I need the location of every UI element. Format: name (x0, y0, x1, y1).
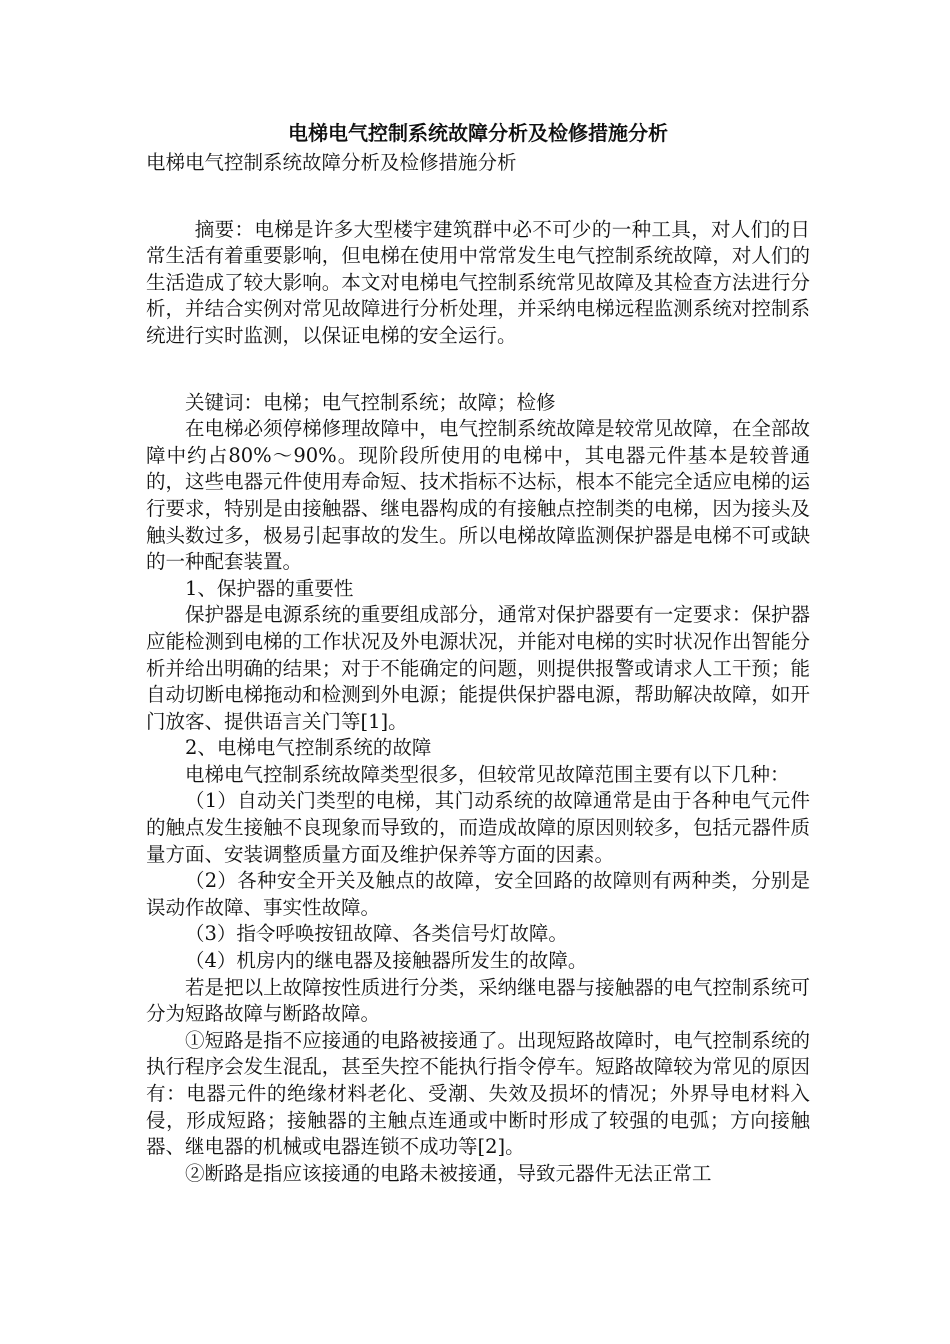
section-heading: 2、电梯电气控制系统的故障 (185, 736, 432, 760)
body-paragraph: 电梯电气控制系统故障类型很多，但较常见故障范围主要有以下几种： (185, 762, 790, 786)
list-item: （2）各种安全开关及触点的故障，安全回路的故障则有两种类，分别是误动作故障、事实性故障。 (146, 869, 810, 919)
list-item: （4）机房内的继电器及接触器所发生的故障。 (185, 949, 588, 973)
body-paragraph: ②断路是指应该接通的电路未被接通，导致元器件无法正常工 (185, 1161, 712, 1185)
body-paragraph: 保护器是电源系统的重要组成部分，通常对保护器要有一定要求：保护器应能检测到电梯的工作状况及外电源状况，并能对电梯的实时状况作出智能分析并给出明确的结果；对于不能确定的问题，则提供报警或请求人工干预；能自动切断电梯拖动和检测到外电源；能提供保护器电源，帮助解决故障，如开门放客、提供语言关门等[1]。 (146, 603, 810, 733)
section-heading: 1、保护器的重要性 (185, 576, 354, 600)
list-item: （3）指令呼唤按钮故障、各类信号灯故障。 (185, 922, 568, 946)
document-title: 电梯电气控制系统故障分析及检修措施分析 (288, 121, 668, 145)
spacer (146, 177, 810, 217)
abstract-paragraph: 摘要：电梯是许多大型楼宇建筑群中必不可少的一种工具，对人们的日常生活有着重要影响，但电梯在使用中常常发生电气控制系统故障，对人们的生活造成了较大影响。本文对电梯电气控制系统常见故障及其检查方法进行分析，并结合实例对常见故障进行分析处理，并采纳电梯远程监测系统对控制系统进行实时监测，以保证电梯的安全运行。 (146, 217, 810, 347)
list-item: （1）自动关门类型的电梯，其门动系统的故障通常是由于各种电气元件的触点发生接触不良现象而导致的，而造成故障的原因则较多，包括元器件质量方面、安装调整质量方面及维护保养等方面的因素。 (146, 789, 810, 866)
keywords-line: 关键词：电梯；电气控制系统；故障；检修 (185, 390, 556, 414)
document-subtitle: 电梯电气控制系统故障分析及检修措施分析 (146, 151, 517, 174)
body-paragraph: ①短路是指不应接通的电路被接通了。出现短路故障时，电气控制系统的执行程序会发生混乱，甚至失控不能执行指令停车。短路故障较为常见的原因有：电器元件的绝缘材料老化、受潮、失效及损坏的情况；外界导电材料入侵，形成短路；接触器的主触点连通或中断时形成了较强的电弧；方向接触器、继电器的机械或电器连锁不成功等[2]。 (146, 1028, 810, 1159)
body-paragraph: 在电梯必须停梯修理故障中，电气控制系统故障是较常见故障，在全部故障中约占80%～90%。现阶段所使用的电梯中，其电器元件基本是较普通的，这些电器元件使用寿命短、技术指标不达标，根本不能完全适应电梯的运行要求，特别是由接触器、继电器构成的有接触点控制类的电梯，因为接头及触头数过多，极易引起事故的发生。所以电梯故障监测保护器是电梯不可或缺的一种配套装置。 (146, 417, 810, 574)
spacer (146, 350, 810, 390)
body-paragraph: 若是把以上故障按性质进行分类，采纳继电器与接触器的电气控制系统可分为短路故障与断路故障。 (146, 975, 810, 1026)
